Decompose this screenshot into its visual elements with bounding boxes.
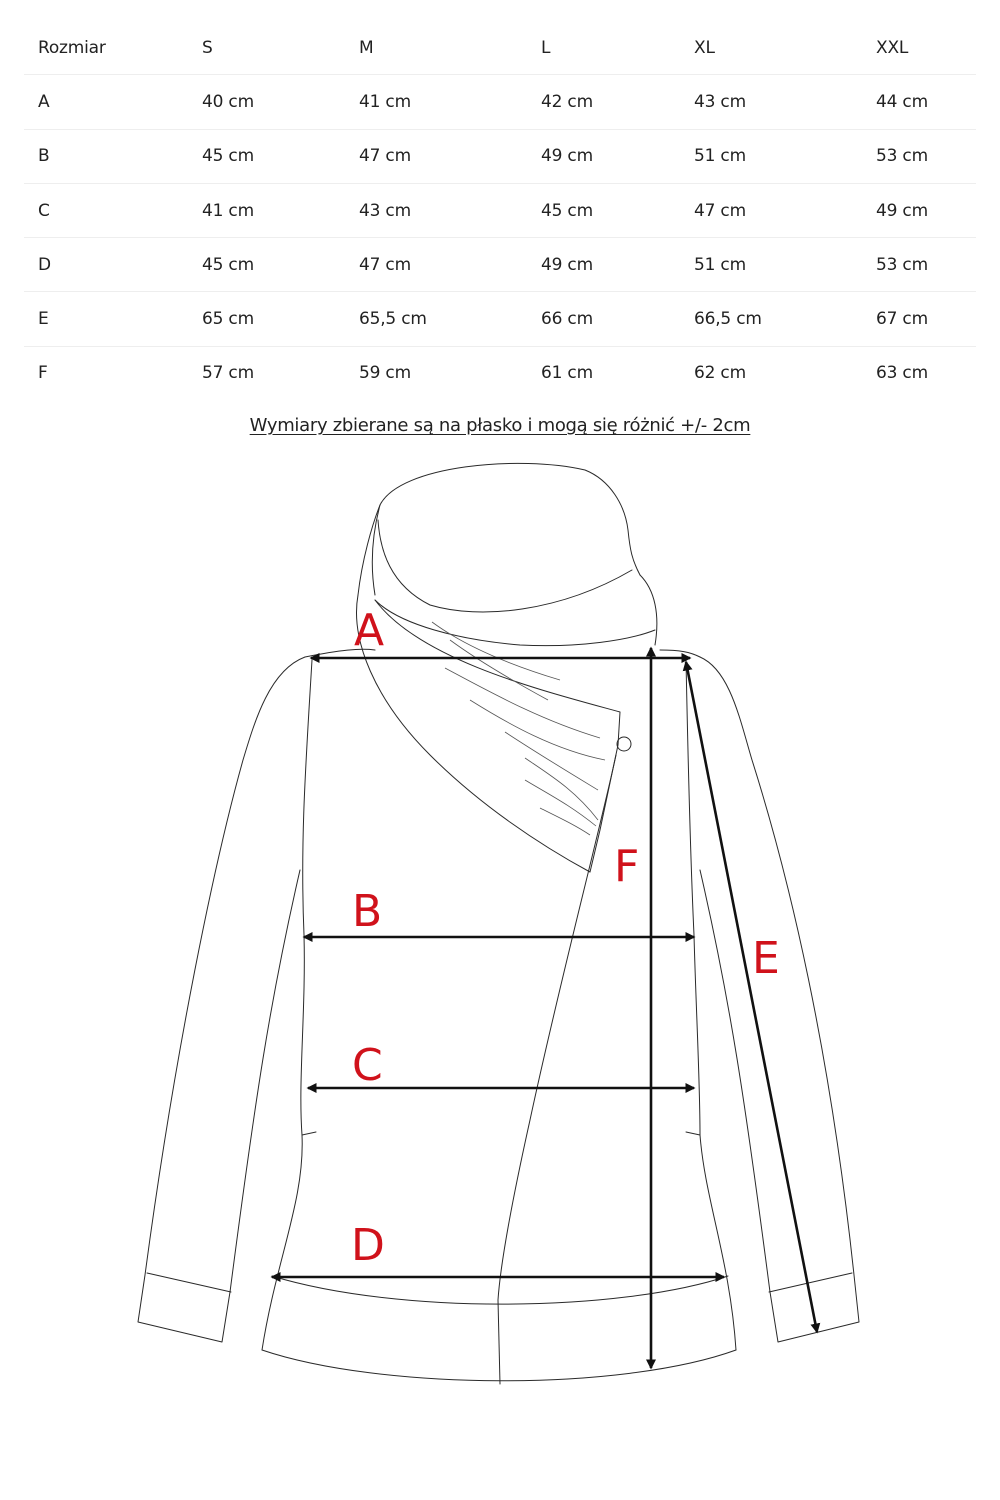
table-cell: 45 cm bbox=[541, 183, 694, 237]
measure-e-arrow bbox=[686, 662, 817, 1332]
measure-a-label: A bbox=[354, 605, 385, 656]
table-row bbox=[24, 75, 976, 129]
header-size-label: Rozmiar bbox=[24, 21, 202, 75]
table-cell: 59 cm bbox=[359, 363, 411, 384]
table-cell: 66 cm bbox=[541, 292, 694, 346]
table-cell: 44 cm bbox=[876, 75, 976, 129]
table-cell: 51 cm bbox=[694, 129, 876, 183]
size-table bbox=[24, 21, 976, 400]
table-cell: 62 cm bbox=[694, 363, 746, 384]
table-cell: 45 cm bbox=[202, 238, 359, 292]
header-size-l: L bbox=[541, 21, 694, 75]
header-size-s: S bbox=[202, 21, 359, 75]
header-size-m: M bbox=[359, 21, 541, 75]
table-cell: 57 cm bbox=[202, 363, 254, 384]
table-cell: 45 cm bbox=[202, 129, 359, 183]
table-cell: 63 cm bbox=[876, 363, 928, 384]
table-cell: 41 cm bbox=[359, 75, 541, 129]
table-row bbox=[24, 292, 976, 346]
table-cell: 53 cm bbox=[876, 238, 976, 292]
table-cell: 51 cm bbox=[694, 238, 876, 292]
table-row bbox=[24, 129, 976, 183]
header-size-xxl: XXL bbox=[876, 21, 976, 75]
row-label: B bbox=[24, 129, 202, 183]
measure-b-label: B bbox=[352, 886, 383, 937]
measure-f-label: F bbox=[614, 841, 640, 892]
table-cell: 47 cm bbox=[694, 183, 876, 237]
table-cell: 40 cm bbox=[202, 75, 359, 129]
table-cell: 67 cm bbox=[876, 292, 976, 346]
table-cell: 49 cm bbox=[541, 129, 694, 183]
measure-e-label: E bbox=[752, 933, 780, 984]
jacket-outline bbox=[138, 463, 859, 1384]
row-label: D bbox=[24, 238, 202, 292]
table-cell: 47 cm bbox=[359, 238, 541, 292]
table-cell: 61 cm bbox=[541, 363, 593, 384]
table-cell: 53 cm bbox=[876, 129, 976, 183]
table-cell: 66,5 cm bbox=[694, 292, 876, 346]
table-cell: 41 cm bbox=[202, 183, 359, 237]
table-row bbox=[24, 238, 976, 292]
row-label: C bbox=[24, 183, 202, 237]
table-cell: 43 cm bbox=[694, 75, 876, 129]
table-row bbox=[24, 183, 976, 237]
jacket-diagram bbox=[0, 450, 1000, 1450]
header-size-xl: XL bbox=[694, 21, 876, 75]
table-cell: 49 cm bbox=[541, 238, 694, 292]
table-cell: 43 cm bbox=[359, 183, 541, 237]
table-cell: 47 cm bbox=[359, 129, 541, 183]
table-cell: 65,5 cm bbox=[359, 292, 541, 346]
row-label: E bbox=[24, 292, 202, 346]
measurement-note: Wymiary zbierane są na płasko i mogą się różnić +/- 2cm bbox=[249, 415, 751, 436]
row-label: F bbox=[38, 363, 48, 384]
table-header-row bbox=[24, 21, 976, 75]
measure-c-label: C bbox=[352, 1040, 383, 1091]
table-row bbox=[24, 346, 976, 400]
table-cell: 65 cm bbox=[202, 292, 359, 346]
table-cell: 49 cm bbox=[876, 183, 976, 237]
table-cell: 42 cm bbox=[541, 75, 694, 129]
measure-d-label: D bbox=[351, 1220, 385, 1271]
row-label: A bbox=[24, 75, 202, 129]
